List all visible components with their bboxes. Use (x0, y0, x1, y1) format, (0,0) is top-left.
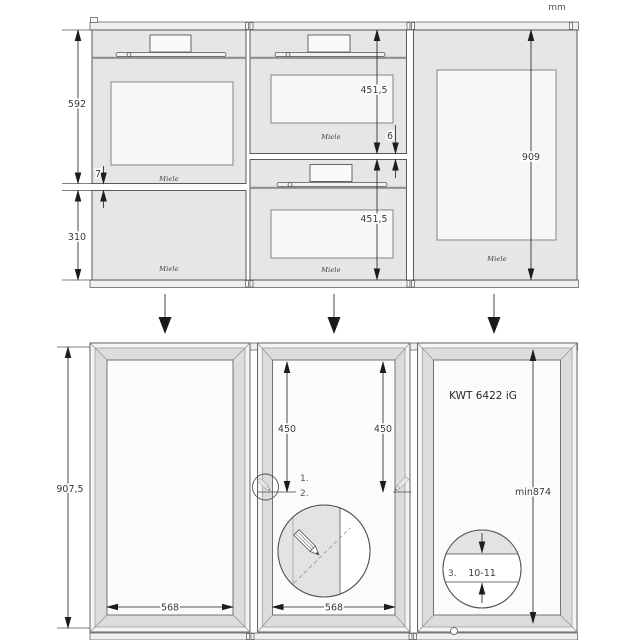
dim-568-middle: 568 (324, 602, 344, 614)
oven-display (310, 165, 352, 182)
oven-door-glass (111, 82, 233, 165)
miele-logo: Miele (321, 133, 341, 141)
step-3-label: 3. (448, 569, 457, 579)
oven-door-glass (271, 75, 393, 123)
warming-drawer (92, 191, 246, 281)
appliance-row (90, 18, 579, 288)
oven-handle (275, 53, 385, 57)
dim-6: 6 (386, 131, 393, 142)
down-arrow (328, 294, 341, 334)
dim-450-right: 450 (373, 424, 393, 435)
miele-logo: Miele (321, 266, 341, 274)
dim-451-5-lower: 451,5 (360, 214, 388, 225)
wine-unit (414, 30, 578, 280)
miele-logo: Miele (487, 255, 507, 263)
dim-568-left: 568 (160, 602, 180, 614)
dim-592: 592 (67, 99, 87, 110)
vent-hole (451, 628, 458, 635)
oven-handle (277, 183, 387, 187)
miele-logo: Miele (159, 265, 179, 273)
step-2-label: 2. (300, 489, 309, 499)
model-label: KWT 6422 iG (449, 390, 517, 402)
dim-450-left: 450 (277, 424, 297, 435)
unit-label: mm (548, 3, 566, 13)
dim-310: 310 (67, 232, 87, 243)
dim-909: 909 (521, 152, 541, 163)
oven-display (308, 35, 350, 52)
bottom-trim-strip (90, 280, 579, 288)
dim-451-5-upper: 451,5 (360, 85, 388, 96)
down-arrow (159, 294, 172, 334)
miele-logo: Miele (159, 175, 179, 183)
down-arrow (488, 294, 501, 334)
built-in-oven (92, 30, 246, 184)
top-trim-strip (90, 22, 579, 30)
oven-handle (116, 53, 226, 57)
dim-min874: min874 (514, 487, 552, 498)
niche-bottom-rail (90, 633, 578, 640)
oven-display (150, 35, 191, 52)
dim-7: 7 (94, 169, 101, 180)
dim-10-11: 10-11 (468, 568, 496, 579)
dim-907-5: 907,5 (56, 484, 84, 495)
mapping-arrows (159, 294, 501, 334)
niche-left (90, 343, 250, 632)
step-1-label: 1. (300, 474, 309, 484)
